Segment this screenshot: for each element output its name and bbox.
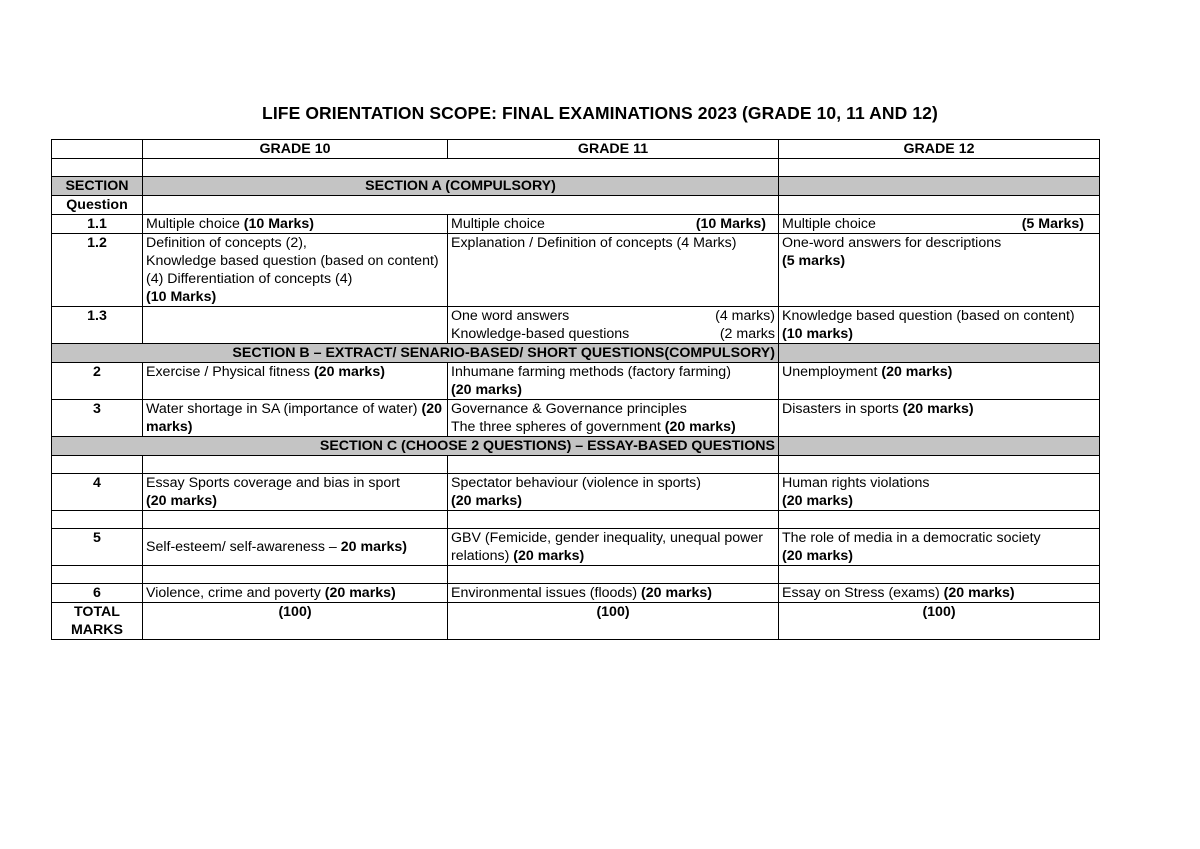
question-number: 4 xyxy=(52,474,143,511)
q1-1-grade12: Multiple choice (5 Marks) xyxy=(779,215,1100,234)
q2-grade10: Exercise / Physical fitness (20 marks) xyxy=(143,363,448,400)
q4-grade12: Human rights violations (20 marks) xyxy=(779,474,1100,511)
question-number: 1.2 xyxy=(52,234,143,307)
section-a-title: SECTION A (COMPULSORY) xyxy=(143,177,779,196)
question-label: Question xyxy=(52,196,143,215)
table-row xyxy=(52,474,1100,511)
q1-2-grade12: One-word answers for descriptions (5 marks) xyxy=(779,234,1100,307)
table-row xyxy=(52,529,1100,566)
table-row xyxy=(52,234,1100,307)
section-b-grade12 xyxy=(779,344,1100,363)
question-number: 2 xyxy=(52,363,143,400)
q5-grade10: Self-esteem/ self-awareness – 20 marks) xyxy=(143,529,448,566)
total-grade11: (100) xyxy=(448,603,779,640)
q1-3-grade11: One word answers (4 marks) Knowledge-based questions (2 marks xyxy=(448,307,779,344)
section-b-row xyxy=(52,344,1100,363)
q1-3-grade10 xyxy=(143,307,448,344)
question-label-row xyxy=(52,196,1100,215)
header-grade11: GRADE 11 xyxy=(448,140,779,159)
blank-row xyxy=(52,456,1100,474)
section-a-row xyxy=(52,177,1100,196)
q4-grade10: Essay Sports coverage and bias in sport (20 marks) xyxy=(143,474,448,511)
corner-cell xyxy=(52,140,143,159)
blank-row xyxy=(52,566,1100,584)
question-number: 3 xyxy=(52,400,143,437)
header-grade12: GRADE 12 xyxy=(779,140,1100,159)
section-a-grade12 xyxy=(779,177,1100,196)
total-grade10: (100) xyxy=(143,603,448,640)
q1-2-grade11: Explanation / Definition of concepts (4 Marks) xyxy=(448,234,779,307)
header-grade10: GRADE 10 xyxy=(143,140,448,159)
section-c-row xyxy=(52,437,1100,456)
q2-grade12: Unemployment (20 marks) xyxy=(779,363,1100,400)
section-c-title: SECTION C (CHOOSE 2 QUESTIONS) – ESSAY-BASED QUESTIONS xyxy=(52,437,779,456)
scope-table xyxy=(51,139,1100,640)
q1-1-grade11: Multiple choice (10 Marks) xyxy=(448,215,779,234)
q4-grade11: Spectator behaviour (violence in sports) (20 marks) xyxy=(448,474,779,511)
q1-2-grade10: Definition of concepts (2), Knowledge based question (based on content) (4) Differentiation of concepts (4) (10 Marks) xyxy=(143,234,448,307)
q2-grade11: Inhumane farming methods (factory farming) (20 marks) xyxy=(448,363,779,400)
document-title: LIFE ORIENTATION SCOPE: FINAL EXAMINATIONS 2023 (GRADE 10, 11 AND 12) xyxy=(262,103,938,123)
question-number: 1.3 xyxy=(52,307,143,344)
total-marks-label: TOTAL MARKS xyxy=(52,603,143,640)
q3-grade11: Governance & Governance principles The three spheres of government (20 marks) xyxy=(448,400,779,437)
section-b-title: SECTION B – EXTRACT/ SENARIO-BASED/ SHORT QUESTIONS(COMPULSORY) xyxy=(52,344,779,363)
table-row xyxy=(52,307,1100,344)
section-label: SECTION xyxy=(52,177,143,196)
q3-grade10: Water shortage in SA (importance of water) (20 marks) xyxy=(143,400,448,437)
question-number: 6 xyxy=(52,584,143,603)
table-row xyxy=(52,400,1100,437)
blank-row xyxy=(52,159,1100,177)
table-row xyxy=(52,584,1100,603)
header-row xyxy=(52,140,1100,159)
q5-grade12: The role of media in a democratic society (20 marks) xyxy=(779,529,1100,566)
q1-1-grade10: Multiple choice (10 Marks) xyxy=(143,215,448,234)
q6-grade10: Violence, crime and poverty (20 marks) xyxy=(143,584,448,603)
question-number: 5 xyxy=(52,529,143,566)
total-row xyxy=(52,603,1100,640)
total-grade12: (100) xyxy=(779,603,1100,640)
table-row xyxy=(52,215,1100,234)
blank-row xyxy=(52,511,1100,529)
q6-grade11: Environmental issues (floods) (20 marks) xyxy=(448,584,779,603)
q6-grade12: Essay on Stress (exams) (20 marks) xyxy=(779,584,1100,603)
q5-grade11: GBV (Femicide, gender inequality, unequal power relations) (20 marks) xyxy=(448,529,779,566)
q3-grade12: Disasters in sports (20 marks) xyxy=(779,400,1100,437)
q1-3-grade12: Knowledge based question (based on content) (10 marks) xyxy=(779,307,1100,344)
question-number: 1.1 xyxy=(52,215,143,234)
section-c-grade12 xyxy=(779,437,1100,456)
table-row xyxy=(52,363,1100,400)
